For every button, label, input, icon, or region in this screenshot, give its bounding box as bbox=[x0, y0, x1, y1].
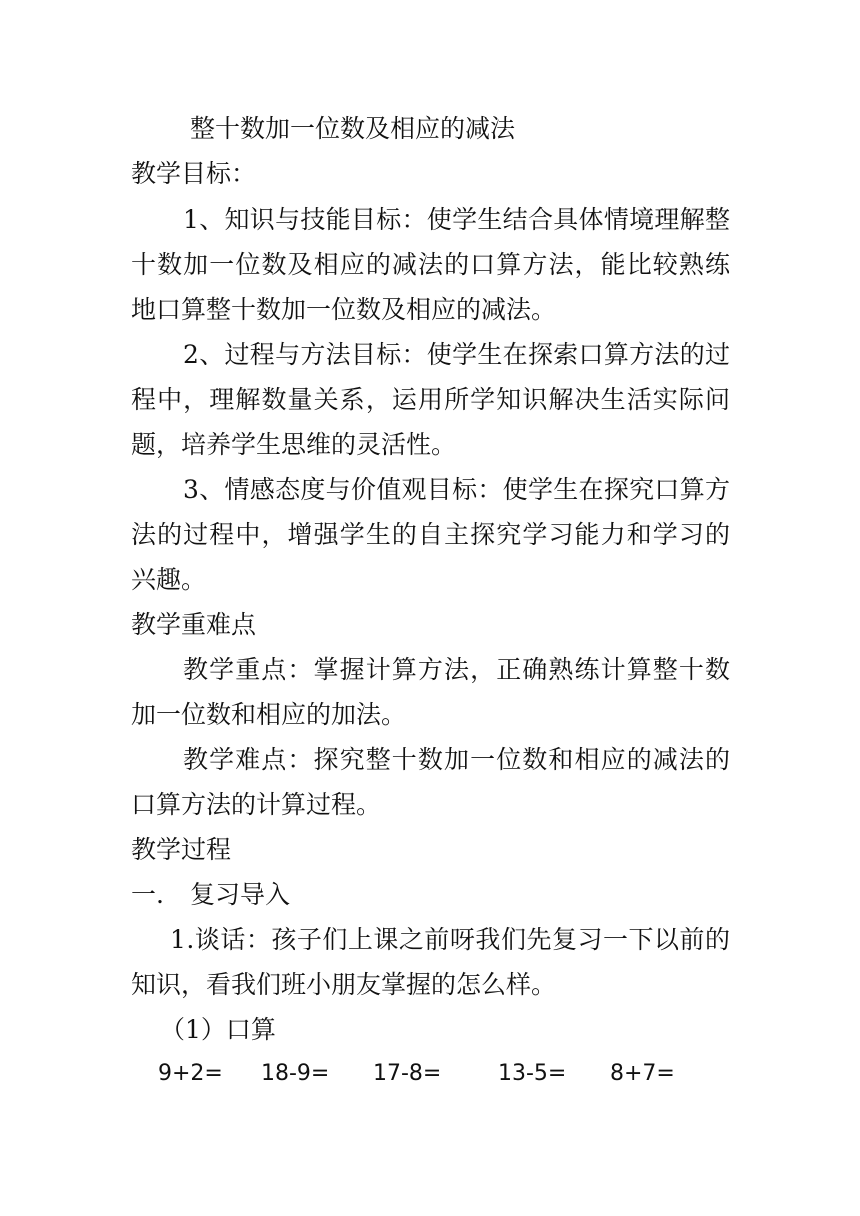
goal1-line1: 1、知识与技能目标：使学生结合具体情境理解整 bbox=[183, 205, 731, 234]
goal2-line2: 程中，理解数量关系，运用所学知识解决生活实际问 bbox=[131, 385, 732, 414]
talk-line1: 1.谈话：孩子们上课之前呀我们先复习一下以前的 bbox=[170, 925, 731, 954]
goal1-line3: 地口算整十数加一位数及相应的减法。 bbox=[131, 295, 557, 324]
goal3-line2: 法的过程中，增强学生的自主探究学习能力和学习的 bbox=[131, 520, 732, 549]
equation-2: 18-9= bbox=[261, 1061, 330, 1086]
talk-line2: 知识，看我们班小朋友掌握的怎么样。 bbox=[131, 970, 557, 999]
goal2-line1: 2、过程与方法目标：使学生在探索口算方法的过 bbox=[183, 340, 731, 369]
key-point-line1: 教学重点：掌握计算方法，正确熟练计算整十数 bbox=[183, 655, 732, 684]
goal3-line3: 兴趣。 bbox=[131, 565, 207, 594]
equation-4: 13-5= bbox=[498, 1061, 567, 1086]
equation-3: 17-8= bbox=[373, 1061, 442, 1086]
process-heading: 教学过程 bbox=[131, 835, 232, 864]
equation-5: 8+7= bbox=[610, 1061, 675, 1086]
difficult-point-line2: 口算方法的计算过程。 bbox=[131, 790, 382, 819]
equation-1: 9+2= bbox=[158, 1061, 223, 1086]
goal3-line1: 3、情感态度与价值观目标：使学生在探究口算方 bbox=[183, 475, 731, 504]
keypoints-heading: 教学重难点 bbox=[131, 610, 257, 639]
oral-calc-label: （1）口算 bbox=[160, 1015, 276, 1044]
goal2-line3: 题，培养学生思维的灵活性。 bbox=[131, 430, 457, 459]
section1-number: 一. bbox=[131, 880, 164, 909]
difficult-point-line1: 教学难点：探究整十数加一位数和相应的减法的 bbox=[183, 745, 732, 774]
key-point-line2: 加一位数和相应的加法。 bbox=[131, 700, 407, 729]
goal1-line2: 十数加一位数及相应的减法的口算方法，能比较熟练 bbox=[131, 250, 732, 279]
goals-heading: 教学目标： bbox=[131, 159, 257, 188]
document-title: 整十数加一位数及相应的减法 bbox=[190, 114, 516, 143]
section1-title: 复习导入 bbox=[190, 880, 291, 909]
